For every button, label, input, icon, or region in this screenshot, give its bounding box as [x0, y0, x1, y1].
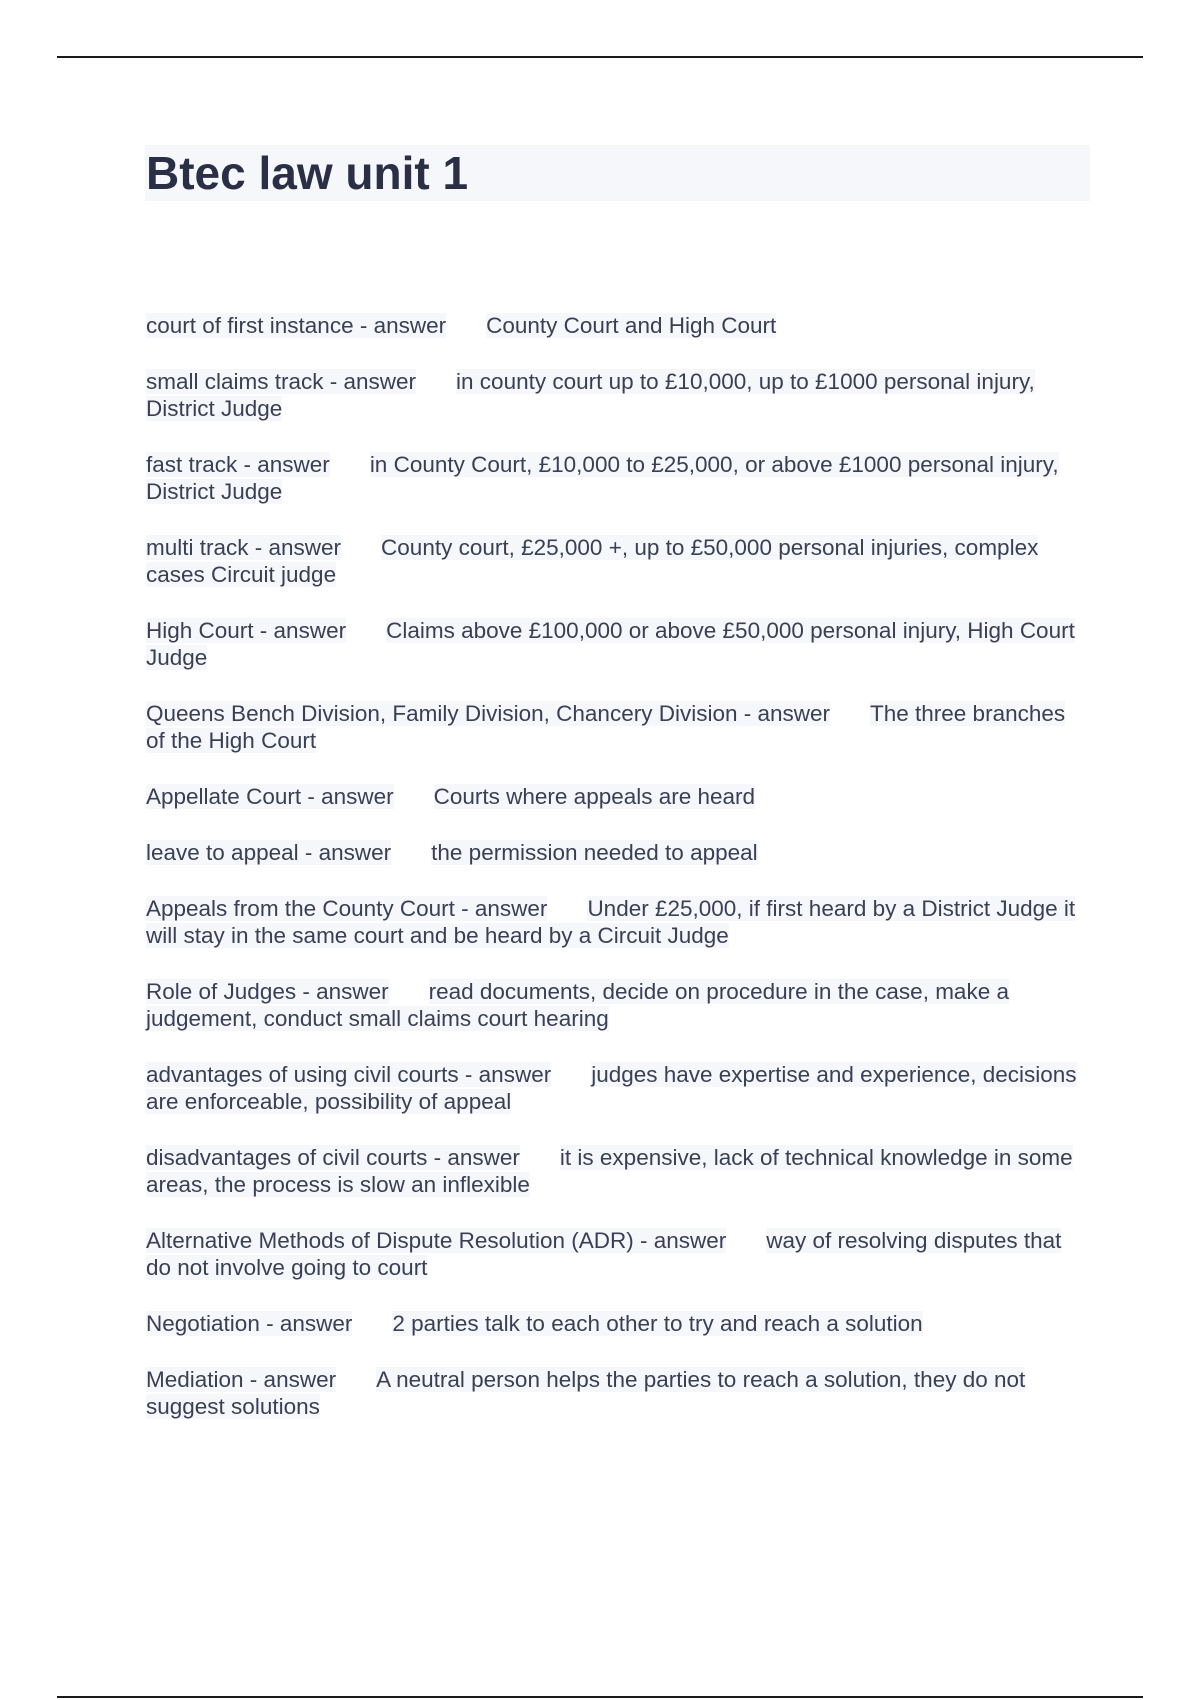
flashcard-term: Role of Judges - answer — [146, 979, 389, 1004]
flashcard-answer: the permission needed to appeal — [431, 840, 758, 865]
flashcard-term: multi track - answer — [146, 535, 342, 560]
flashcard-answer: read documents, decide on procedure in the case, make a judgement, conduct small claims court hearing — [146, 979, 1009, 1031]
flashcard-term: Negotiation - answer — [146, 1311, 353, 1336]
flashcard-answer: Courts where appeals are heard — [433, 784, 756, 809]
flashcard-term: Appellate Court - answer — [146, 784, 394, 809]
bottom-rule — [57, 1696, 1143, 1698]
flashcard — [146, 978, 1086, 1032]
flashcard-answer: in County Court, £10,000 to £25,000, or above £1000 personal injury, District Judge — [146, 452, 1059, 504]
flashcard-term: small claims track - answer — [146, 369, 417, 394]
flashcard-list — [146, 312, 1086, 1449]
flashcard — [146, 451, 1086, 505]
flashcard-answer: in county court up to £10,000, up to £1000 personal injury, District Judge — [146, 369, 1035, 421]
flashcard-term: Alternative Methods of Dispute Resolution (ADR) - answer — [146, 1228, 727, 1253]
flashcard — [146, 534, 1086, 588]
flashcard — [146, 783, 1086, 810]
flashcard-answer: Claims above £100,000 or above £50,000 personal injury, High Court Judge — [146, 618, 1075, 670]
flashcard-answer: County court, £25,000 +, up to £50,000 personal injuries, complex cases Circuit judge — [146, 535, 1039, 587]
flashcard-answer: judges have expertise and experience, decisions are enforceable, possibility of appeal — [146, 1062, 1077, 1114]
flashcard — [146, 839, 1086, 866]
flashcard-term: advantages of using civil courts - answer — [146, 1062, 552, 1087]
flashcard — [146, 895, 1086, 949]
flashcard-term: leave to appeal - answer — [146, 840, 392, 865]
flashcard — [146, 1061, 1086, 1115]
top-rule — [57, 56, 1143, 58]
flashcard-term: fast track - answer — [146, 452, 330, 477]
flashcard — [146, 1144, 1086, 1198]
flashcard — [146, 1310, 1086, 1337]
flashcard-answer: County Court and High Court — [486, 313, 777, 338]
flashcard-term: High Court - answer — [146, 618, 347, 643]
flashcard-answer: it is expensive, lack of technical knowledge in some areas, the process is slow an inflexible — [146, 1145, 1073, 1197]
flashcard — [146, 312, 1086, 339]
page-title: Btec law unit 1 — [146, 147, 469, 199]
flashcard — [146, 1366, 1086, 1420]
flashcard-answer: 2 parties talk to each other to try and reach a solution — [392, 1311, 923, 1336]
flashcard — [146, 1227, 1086, 1281]
flashcard-answer: A neutral person helps the parties to reach a solution, they do not suggest solutions — [146, 1367, 1026, 1419]
flashcard-term: disadvantages of civil courts - answer — [146, 1145, 520, 1170]
flashcard-term: court of first instance - answer — [146, 313, 447, 338]
flashcard — [146, 700, 1086, 754]
flashcard-answer: Under £25,000, if first heard by a District Judge it will stay in the same court and be heard by a Circuit Judge — [146, 896, 1076, 948]
flashcard-term: Queens Bench Division, Family Division, Chancery Division - answer — [146, 701, 830, 726]
flashcard-term: Appeals from the County Court - answer — [146, 896, 548, 921]
flashcard-term: Mediation - answer — [146, 1367, 337, 1392]
flashcard-answer: The three branches of the High Court — [146, 701, 1066, 753]
flashcard-answer: way of resolving disputes that do not involve going to court — [146, 1228, 1062, 1280]
flashcard — [146, 617, 1086, 671]
flashcard — [146, 368, 1086, 422]
